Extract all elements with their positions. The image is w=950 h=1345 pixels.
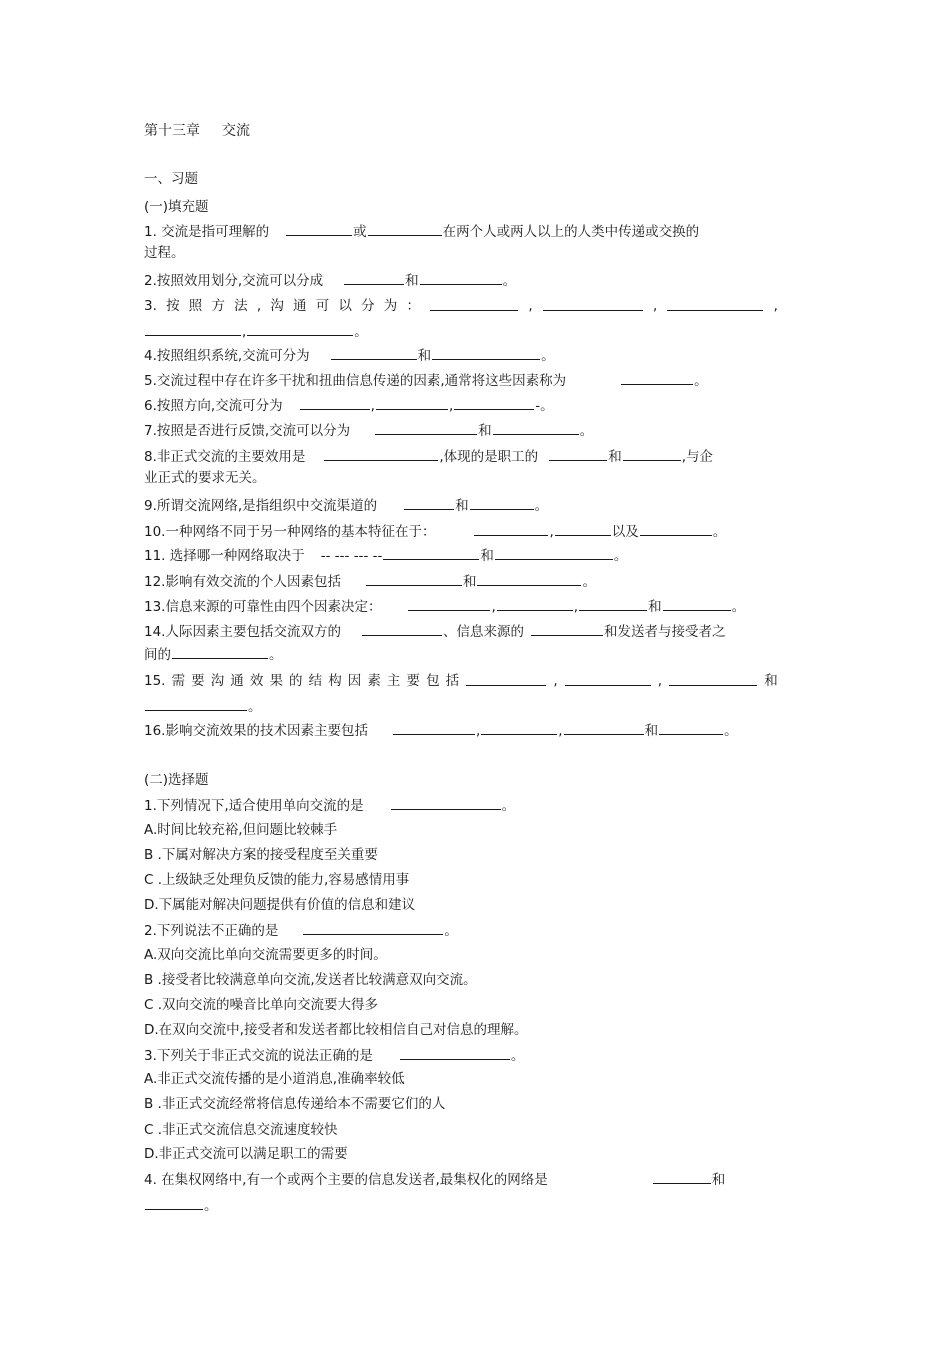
answer-blank[interactable] [531, 621, 603, 636]
mc2-option-a[interactable]: A.双向交流比单向交流需要更多的时间。 [144, 947, 387, 963]
fill-question-1: 1. 交流是指可理解的 或 在两个人或两人以上的人类中传递或交换的 [144, 221, 699, 242]
answer-blank[interactable] [362, 621, 442, 636]
answer-blank[interactable] [391, 795, 501, 810]
mc2-option-d[interactable]: D.在双向交流中,接受者和发送者都比较相信自己对信息的理解。 [144, 1022, 528, 1038]
fill-question-4: 4.按照组织系统,交流可分为 和 。 [144, 345, 555, 366]
fill-question-13: 13.信息来源的可靠性由四个因素决定： , , 和 。 [144, 596, 745, 617]
answer-blank[interactable] [495, 545, 613, 560]
answer-blank[interactable] [404, 495, 454, 510]
fill-question-15: 15. 需 要 沟 通 效 果 的 结 构 因 素 主 要 包 括 , , 和 [144, 673, 778, 689]
fill-question-3: 3. 按 照 方 法 , 沟 通 可 以 分 为 ： , , , [144, 298, 778, 314]
mc-question-4-cont: 。 [144, 1195, 218, 1216]
subsection-fill-in: (一)填充题 [144, 199, 209, 215]
answer-blank[interactable] [303, 920, 443, 935]
answer-blank[interactable] [420, 270, 502, 285]
answer-blank[interactable] [564, 720, 644, 735]
answer-blank[interactable] [366, 571, 462, 586]
answer-blank[interactable] [286, 221, 352, 236]
mc3-option-a[interactable]: A.非正式交流传播的是小道消息,准确率较低 [144, 1071, 405, 1087]
answer-blank[interactable] [497, 596, 573, 611]
answer-blank[interactable] [430, 296, 518, 311]
answer-blank[interactable] [549, 446, 607, 461]
answer-blank[interactable] [565, 671, 651, 686]
mc-question-1: 1.下列情况下,适合使用单向交流的是 。 [144, 795, 515, 816]
mc-question-3: 3.下列关于非正式交流的说法正确的是 。 [144, 1045, 524, 1066]
answer-blank[interactable] [653, 1169, 711, 1184]
answer-blank[interactable] [376, 395, 448, 410]
mc3-option-b[interactable]: B .非正式交流经常将信息传递给本不需要它们的人 [144, 1096, 446, 1112]
fill-question-9: 9.所谓交流网络,是指组织中交流渠道的 和 。 [144, 495, 548, 516]
answer-blank[interactable] [579, 596, 647, 611]
fill-question-11: 11. 选择哪一种网络取决于 -- --- --- -- 和 。 [144, 545, 627, 566]
answer-blank[interactable] [145, 321, 241, 336]
fill-question-2: 2.按照效用划分,交流可以分成 和 。 [144, 270, 516, 291]
answer-blank[interactable] [466, 671, 546, 686]
fill-question-16: 16.影响交流效果的技术因素主要包括 , , 和 。 [144, 720, 738, 741]
mc1-option-c[interactable]: C .上级缺乏处理负反馈的能力,容易感情用事 [144, 872, 410, 888]
fill-question-8-cont: 业正式的要求无关。 [144, 470, 266, 486]
answer-blank[interactable] [623, 446, 681, 461]
answer-blank[interactable] [368, 221, 442, 236]
mc-question-2: 2.下列说法不正确的是 。 [144, 920, 458, 941]
answer-blank[interactable] [247, 321, 353, 336]
fill-question-6: 6.按照方向,交流可分为 , , -。 [144, 395, 554, 416]
fill-question-10: 10.一种网络不同于另一种网络的基本特征在于： , 以及 。 [144, 521, 726, 542]
fill-question-14: 14.人际因素主要包括交流双方的 、信息来源的 和发送者与接受者之 [144, 621, 725, 642]
answer-blank[interactable] [344, 270, 404, 285]
fill-question-8: 8.非正式交流的主要效用是 ,体现的是职工的 和 ,与企 [144, 446, 713, 467]
answer-blank[interactable] [331, 345, 417, 360]
mc1-option-b[interactable]: B .下属对解决方案的接受程度至关重要 [144, 847, 378, 863]
answer-blank[interactable] [555, 521, 611, 536]
mc2-option-b[interactable]: B .接受者比较满意单向交流,发送者比较满意双向交流。 [144, 972, 477, 988]
answer-blank[interactable] [621, 370, 693, 385]
mc1-option-a[interactable]: A.时间比较充裕,但问题比较棘手 [144, 822, 338, 838]
answer-blank[interactable] [432, 345, 540, 360]
fill-question-5: 5.交流过程中存在许多干扰和扭曲信息传递的因素,通常将这些因素称为 。 [144, 370, 708, 391]
fill-question-1-cont: 过程。 [144, 245, 185, 261]
answer-blank[interactable] [454, 395, 534, 410]
answer-blank[interactable] [145, 696, 247, 711]
fill-question-7: 7.按照是否进行反馈,交流可以分为 和 。 [144, 420, 593, 441]
answer-blank[interactable] [145, 1195, 203, 1210]
answer-blank[interactable] [477, 571, 581, 586]
chapter-number: 第十三章 [144, 123, 200, 139]
answer-blank[interactable] [481, 720, 557, 735]
answer-blank[interactable] [640, 521, 712, 536]
answer-blank[interactable] [408, 596, 490, 611]
subsection-multiple-choice: (二)选择题 [144, 772, 209, 788]
answer-blank[interactable] [667, 296, 763, 311]
answer-blank[interactable] [543, 296, 643, 311]
chapter-title [144, 121, 250, 141]
answer-blank[interactable] [172, 644, 268, 659]
fill-question-12: 12.影响有效交流的个人因素包括 和 。 [144, 571, 596, 592]
mc2-option-c[interactable]: C .双向交流的噪音比单向交流要大得多 [144, 997, 379, 1013]
answer-blank[interactable] [474, 521, 548, 536]
answer-blank[interactable] [375, 420, 477, 435]
mc-question-4: 4. 在集权网络中,有一个或两个主要的信息发送者,最集权化的网络是 和 [144, 1169, 725, 1190]
fill-question-15-cont: 。 [144, 696, 262, 717]
answer-blank[interactable] [659, 720, 723, 735]
mc3-option-d[interactable]: D.非正式交流可以满足职工的需要 [144, 1146, 348, 1162]
answer-blank[interactable] [400, 1045, 510, 1060]
answer-blank[interactable] [493, 420, 579, 435]
answer-blank[interactable] [470, 495, 534, 510]
fill-question-3-cont: , 。 [144, 321, 368, 342]
chapter-topic: 交流 [222, 123, 250, 139]
answer-blank[interactable] [300, 395, 370, 410]
mc1-option-d[interactable]: D.下属能对解决问题提供有价值的信息和建议 [144, 897, 416, 913]
answer-blank[interactable] [663, 596, 731, 611]
section-heading: 一、习题 [144, 171, 198, 187]
fill-question-14-cont: 间的 。 [144, 644, 283, 665]
answer-blank[interactable] [669, 671, 757, 686]
mc3-option-c[interactable]: C .非正式交流信息交流速度较快 [144, 1122, 338, 1138]
answer-blank[interactable] [383, 545, 479, 560]
answer-blank[interactable] [393, 720, 475, 735]
answer-blank[interactable] [324, 446, 438, 461]
